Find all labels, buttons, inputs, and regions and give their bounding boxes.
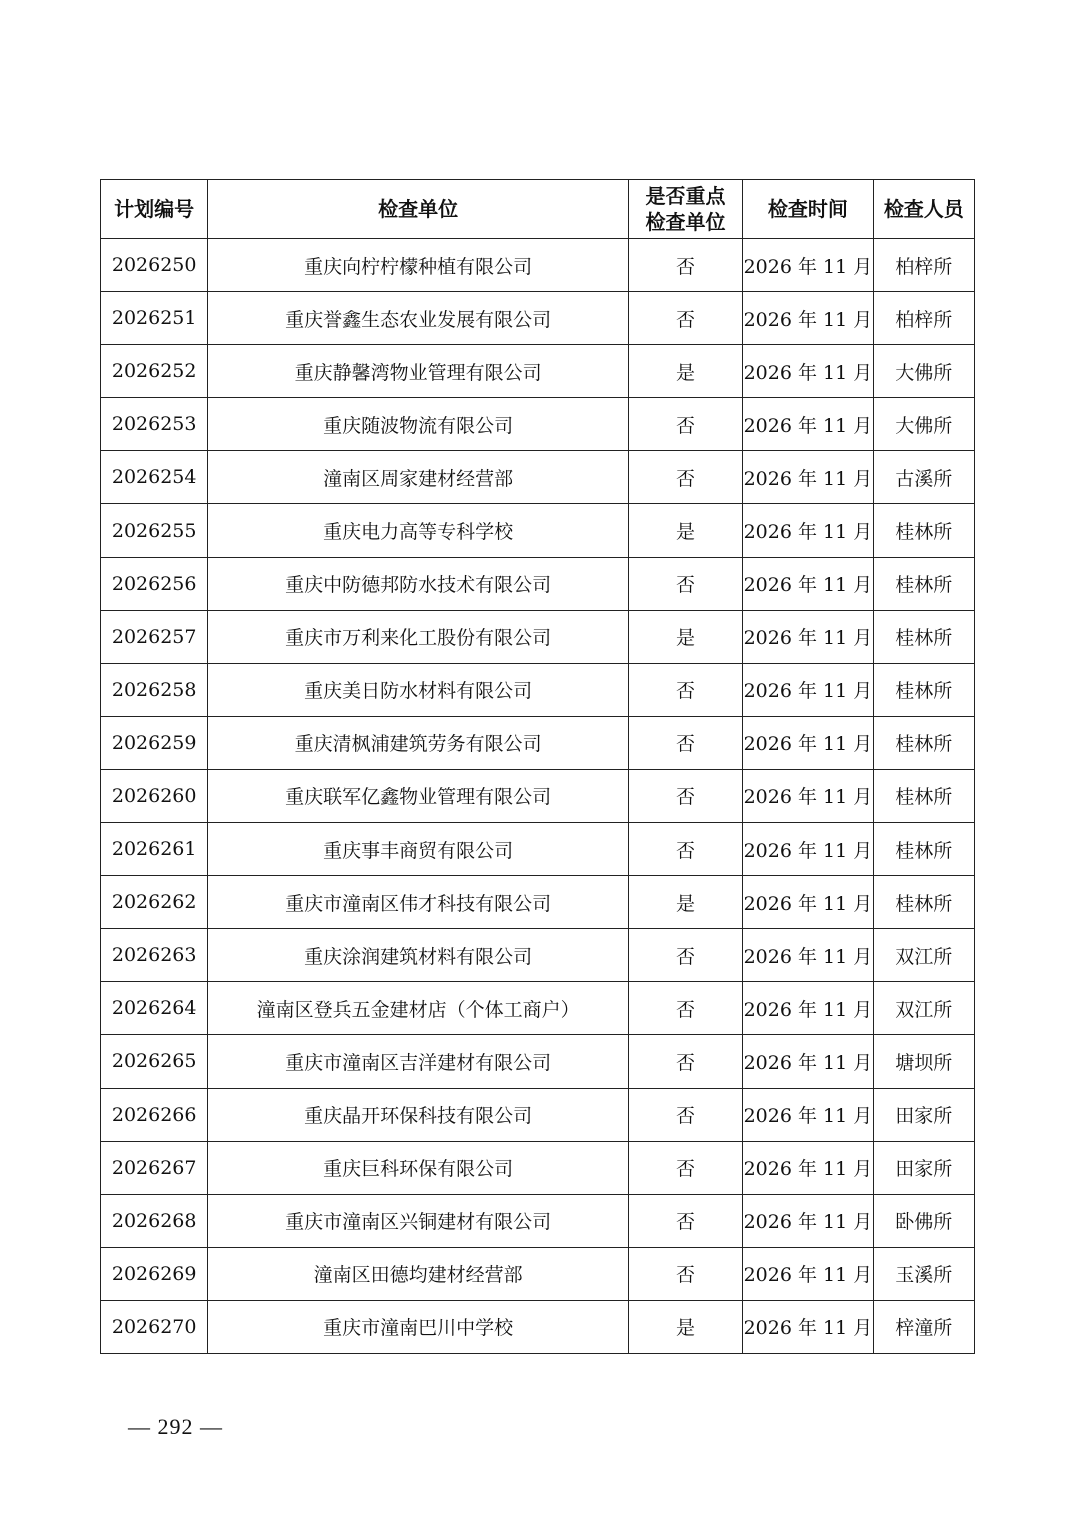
table-row	[101, 1247, 975, 1300]
cell-inspector: 大佛所	[873, 345, 974, 398]
header-key-unit	[628, 180, 742, 239]
inspection-plan-table	[100, 179, 975, 1354]
cell-key-unit: 否	[628, 557, 742, 610]
cell-key-unit: 是	[628, 876, 742, 929]
cell-unit: 重庆静馨湾物业管理有限公司	[208, 345, 628, 398]
cell-plan-no: 2026250	[101, 239, 208, 292]
cell-inspector: 桂林所	[873, 557, 974, 610]
cell-time: 2026 年 11 月	[743, 1035, 873, 1088]
cell-unit: 重庆中防德邦防水技术有限公司	[208, 557, 628, 610]
cell-key-unit: 否	[628, 1088, 742, 1141]
cell-time: 2026 年 11 月	[743, 716, 873, 769]
table-row	[101, 716, 975, 769]
cell-key-unit: 否	[628, 1141, 742, 1194]
cell-plan-no: 2026252	[101, 345, 208, 398]
cell-inspector: 双江所	[873, 982, 974, 1035]
table-row	[101, 1300, 975, 1353]
cell-time: 2026 年 11 月	[743, 1141, 873, 1194]
cell-time: 2026 年 11 月	[743, 929, 873, 982]
cell-key-unit: 否	[628, 451, 742, 504]
table-row	[101, 610, 975, 663]
cell-inspector: 双江所	[873, 929, 974, 982]
cell-inspector: 柏梓所	[873, 239, 974, 292]
table-row	[101, 1194, 975, 1247]
cell-key-unit: 否	[628, 769, 742, 822]
cell-inspector: 卧佛所	[873, 1194, 974, 1247]
cell-unit: 重庆誉鑫生态农业发展有限公司	[208, 292, 628, 345]
cell-time: 2026 年 11 月	[743, 982, 873, 1035]
cell-plan-no: 2026264	[101, 982, 208, 1035]
cell-unit: 重庆美日防水材料有限公司	[208, 663, 628, 716]
cell-inspector: 桂林所	[873, 504, 974, 557]
cell-plan-no: 2026268	[101, 1194, 208, 1247]
table-row	[101, 663, 975, 716]
cell-unit: 重庆事丰商贸有限公司	[208, 823, 628, 876]
cell-inspector: 桂林所	[873, 610, 974, 663]
cell-key-unit: 否	[628, 929, 742, 982]
cell-unit: 重庆市潼南巴川中学校	[208, 1300, 628, 1353]
cell-plan-no: 2026260	[101, 769, 208, 822]
cell-key-unit: 是	[628, 345, 742, 398]
table-row	[101, 504, 975, 557]
cell-plan-no: 2026261	[101, 823, 208, 876]
cell-unit: 重庆巨科环保有限公司	[208, 1141, 628, 1194]
table-row	[101, 1035, 975, 1088]
cell-time: 2026 年 11 月	[743, 292, 873, 345]
header-plan-no: 计划编号	[101, 180, 208, 239]
table-row	[101, 345, 975, 398]
cell-inspector: 田家所	[873, 1088, 974, 1141]
page-number: — 292 —	[128, 1414, 223, 1439]
cell-time: 2026 年 11 月	[743, 663, 873, 716]
cell-inspector: 桂林所	[873, 769, 974, 822]
table-row	[101, 557, 975, 610]
cell-time: 2026 年 11 月	[743, 1247, 873, 1300]
cell-time: 2026 年 11 月	[743, 239, 873, 292]
cell-plan-no: 2026259	[101, 716, 208, 769]
cell-unit: 重庆向柠柠檬种植有限公司	[208, 239, 628, 292]
cell-unit: 重庆市潼南区伟才科技有限公司	[208, 876, 628, 929]
cell-inspector: 玉溪所	[873, 1247, 974, 1300]
cell-inspector: 古溪所	[873, 451, 974, 504]
cell-plan-no: 2026251	[101, 292, 208, 345]
table-row	[101, 1088, 975, 1141]
cell-time: 2026 年 11 月	[743, 345, 873, 398]
cell-key-unit: 否	[628, 716, 742, 769]
cell-unit: 重庆市万利来化工股份有限公司	[208, 610, 628, 663]
cell-key-unit: 否	[628, 663, 742, 716]
table-row	[101, 982, 975, 1035]
cell-unit: 重庆清枫浦建筑劳务有限公司	[208, 716, 628, 769]
cell-inspector: 大佛所	[873, 398, 974, 451]
table-row	[101, 239, 975, 292]
cell-unit: 重庆电力高等专科学校	[208, 504, 628, 557]
cell-plan-no: 2026266	[101, 1088, 208, 1141]
header-time: 检查时间	[743, 180, 873, 239]
cell-unit: 重庆涂润建筑材料有限公司	[208, 929, 628, 982]
cell-plan-no: 2026256	[101, 557, 208, 610]
table-row	[101, 1141, 975, 1194]
cell-unit: 潼南区周家建材经营部	[208, 451, 628, 504]
cell-plan-no: 2026267	[101, 1141, 208, 1194]
cell-time: 2026 年 11 月	[743, 1194, 873, 1247]
cell-unit: 重庆联军亿鑫物业管理有限公司	[208, 769, 628, 822]
cell-inspector: 塘坝所	[873, 1035, 974, 1088]
cell-inspector: 柏梓所	[873, 292, 974, 345]
cell-plan-no: 2026254	[101, 451, 208, 504]
cell-time: 2026 年 11 月	[743, 610, 873, 663]
cell-key-unit: 否	[628, 1194, 742, 1247]
cell-inspector: 桂林所	[873, 716, 974, 769]
cell-key-unit: 是	[628, 610, 742, 663]
cell-key-unit: 是	[628, 1300, 742, 1353]
table-row	[101, 769, 975, 822]
cell-inspector: 桂林所	[873, 876, 974, 929]
cell-plan-no: 2026263	[101, 929, 208, 982]
cell-unit: 重庆市潼南区兴铜建材有限公司	[208, 1194, 628, 1247]
cell-plan-no: 2026269	[101, 1247, 208, 1300]
header-unit: 检查单位	[208, 180, 628, 239]
cell-inspector: 梓潼所	[873, 1300, 974, 1353]
header-inspector: 检查人员	[873, 180, 974, 239]
cell-key-unit: 否	[628, 982, 742, 1035]
cell-time: 2026 年 11 月	[743, 1088, 873, 1141]
cell-plan-no: 2026270	[101, 1300, 208, 1353]
cell-time: 2026 年 11 月	[743, 504, 873, 557]
cell-plan-no: 2026265	[101, 1035, 208, 1088]
cell-inspector: 桂林所	[873, 823, 974, 876]
cell-key-unit: 否	[628, 1035, 742, 1088]
table-row	[101, 823, 975, 876]
table-row	[101, 398, 975, 451]
table-row	[101, 929, 975, 982]
cell-plan-no: 2026257	[101, 610, 208, 663]
cell-time: 2026 年 11 月	[743, 876, 873, 929]
cell-key-unit: 否	[628, 398, 742, 451]
cell-inspector: 田家所	[873, 1141, 974, 1194]
table-row	[101, 876, 975, 929]
cell-key-unit: 是	[628, 504, 742, 557]
table-header-row	[101, 180, 975, 239]
cell-unit: 潼南区登兵五金建材店（个体工商户）	[208, 982, 628, 1035]
cell-time: 2026 年 11 月	[743, 451, 873, 504]
cell-time: 2026 年 11 月	[743, 823, 873, 876]
header-key-line1: 是否重点	[645, 184, 726, 208]
cell-time: 2026 年 11 月	[743, 1300, 873, 1353]
cell-key-unit: 否	[628, 292, 742, 345]
cell-time: 2026 年 11 月	[743, 769, 873, 822]
cell-plan-no: 2026253	[101, 398, 208, 451]
cell-key-unit: 否	[628, 1247, 742, 1300]
cell-time: 2026 年 11 月	[743, 398, 873, 451]
cell-unit: 重庆随波物流有限公司	[208, 398, 628, 451]
cell-unit: 重庆市潼南区吉洋建材有限公司	[208, 1035, 628, 1088]
cell-key-unit: 否	[628, 823, 742, 876]
cell-inspector: 桂林所	[873, 663, 974, 716]
cell-key-unit: 否	[628, 239, 742, 292]
cell-time: 2026 年 11 月	[743, 557, 873, 610]
header-key-line2: 检查单位	[645, 210, 726, 234]
table-row	[101, 451, 975, 504]
cell-plan-no: 2026258	[101, 663, 208, 716]
cell-plan-no: 2026262	[101, 876, 208, 929]
cell-plan-no: 2026255	[101, 504, 208, 557]
cell-unit: 潼南区田德均建材经营部	[208, 1247, 628, 1300]
table-row	[101, 292, 975, 345]
cell-unit: 重庆晶开环保科技有限公司	[208, 1088, 628, 1141]
